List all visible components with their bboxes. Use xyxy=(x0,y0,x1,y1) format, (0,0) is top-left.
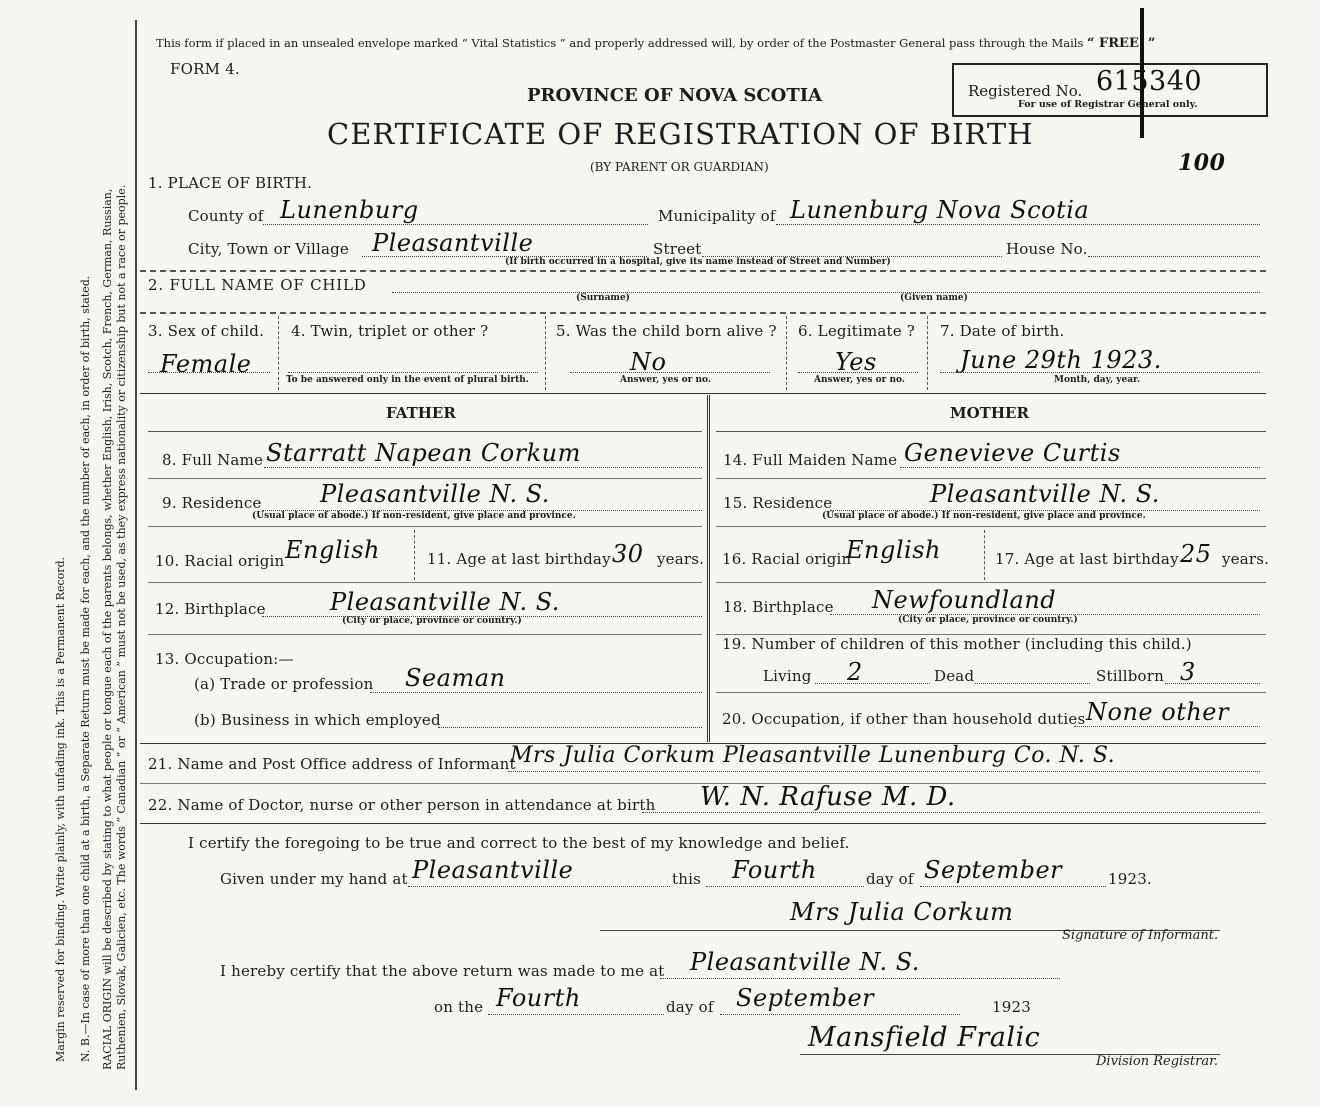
legit-value: Yes xyxy=(835,348,877,376)
margin-note-3: RACIAL ORIGIN will be described by stating to what people or tongue each of the parents belongs, whether English, Irish, Scotch, French, German, Russian, xyxy=(101,188,114,1070)
registrar-signature: Mansfield Fralic xyxy=(808,1022,1041,1053)
postal-note: This form if placed in an unsealed envelope marked “ Vital Statistics ” and properly addressed will, by order of the Postmaster General pass through the Mails “ FREE. ” xyxy=(156,36,1156,51)
father-birthplace-value: Pleasantville N. S. xyxy=(330,588,560,616)
house-label: House No. xyxy=(1006,240,1088,258)
given-year: 1923. xyxy=(1108,870,1152,888)
mother-living-value: 2 xyxy=(847,658,863,686)
alive-note: Answer, yes or no. xyxy=(620,375,711,385)
father-age-label: 11. Age at last birthday xyxy=(427,550,611,568)
father-residence-value: Pleasantville N. S. xyxy=(320,480,550,508)
margin-divider xyxy=(135,20,137,1090)
mother-stillborn-value: 3 xyxy=(1180,658,1196,686)
father-age-value: 30 xyxy=(612,540,644,568)
surname-note: (Surname) xyxy=(576,293,630,303)
registrar-year: 1923 xyxy=(992,998,1031,1016)
mother-occupation-label: 20. Occupation, if other than household duties xyxy=(722,710,1086,728)
this-label: this xyxy=(672,870,701,888)
informant-signature: Mrs Julia Corkum xyxy=(790,898,1014,926)
mother-residence-label: 15. Residence xyxy=(723,494,833,512)
child-name-label: 2. FULL NAME OF CHILD xyxy=(148,276,367,294)
mother-dead-label: Dead xyxy=(934,667,975,685)
mother-racial-label: 16. Racial origin xyxy=(722,550,852,568)
dob-label: 7. Date of birth. xyxy=(940,322,1065,340)
margin-note-1: Margin reserved for binding. Write plainly, with unfading ink. This is a Permanent Record. xyxy=(54,556,67,1062)
mother-living-label: Living xyxy=(763,667,812,685)
corner-mark: 100 xyxy=(1178,150,1226,176)
father-trade-label: (a) Trade or profession xyxy=(194,675,374,693)
mother-birthplace-label: 18. Birthplace xyxy=(723,598,834,616)
day-of-label: day of xyxy=(866,870,914,888)
father-residence-note: (Usual place of abode.) If non-resident, give place and province. xyxy=(252,511,576,521)
page-title: CERTIFICATE OF REGISTRATION OF BIRTH xyxy=(327,117,1034,151)
county-value: Lunenburg xyxy=(280,196,419,224)
informant-label: 21. Name and Post Office address of Informant xyxy=(148,755,516,773)
dob-value: June 29th 1923. xyxy=(960,346,1162,374)
doctor-value: W. N. Rafuse M. D. xyxy=(700,782,956,812)
certify-statement: I certify the foregoing to be true and correct to the best of my knowledge and belief. xyxy=(188,834,850,852)
father-racial-value: English xyxy=(285,536,380,564)
registrar-label: Division Registrar. xyxy=(1096,1054,1218,1069)
twin-note: To be answered only in the event of plural birth. xyxy=(286,375,529,385)
registrar-day-of: day of xyxy=(666,998,714,1016)
given-month: September xyxy=(924,856,1063,884)
ink-stroke xyxy=(1140,8,1144,138)
given-day: Fourth xyxy=(732,856,817,884)
municipality-value: Lunenburg Nova Scotia xyxy=(790,196,1090,224)
mother-age-label: 17. Age at last birthday xyxy=(995,550,1179,568)
father-birthplace-note: (City or place, province or country.) xyxy=(342,616,522,626)
father-age-unit: years. xyxy=(657,550,705,568)
alive-label: 5. Was the child born alive ? xyxy=(556,322,777,340)
mother-heading: MOTHER xyxy=(950,404,1029,422)
mother-residence-value: Pleasantville N. S. xyxy=(930,480,1160,508)
twin-label: 4. Twin, triplet or other ? xyxy=(291,322,489,340)
father-trade-value: Seaman xyxy=(405,664,506,692)
mother-stillborn-label: Stillborn xyxy=(1096,667,1164,685)
dob-note: Month, day, year. xyxy=(1054,375,1141,385)
alive-value: No xyxy=(630,348,667,376)
informant-value: Mrs Julia Corkum Pleasantville Lunenburg Co. N. S. xyxy=(510,743,1116,768)
registrar-place: Pleasantville N. S. xyxy=(690,948,920,976)
registrar-day: Fourth xyxy=(496,984,581,1012)
registrar-statement: I hereby certify that the above return was made to me at xyxy=(220,962,665,980)
mother-residence-note: (Usual place of abode.) If non-resident, give place and province. xyxy=(822,511,1146,521)
street-label: Street xyxy=(653,240,702,258)
hospital-note: (If birth occurred in a hospital, give its name instead of Street and Number) xyxy=(505,257,891,267)
mother-age-unit: years. xyxy=(1222,550,1270,568)
column-divider xyxy=(707,395,710,742)
mother-birthplace-note: (City or place, province or country.) xyxy=(898,615,1078,625)
given-name-note: (Given name) xyxy=(900,293,968,303)
father-name-value: Starratt Napean Corkum xyxy=(266,439,581,467)
registrar-month: September xyxy=(736,984,875,1012)
father-birthplace-label: 12. Birthplace xyxy=(155,600,266,618)
father-business-label: (b) Business in which employed xyxy=(194,711,441,729)
mother-age-value: 25 xyxy=(1180,540,1212,568)
sex-value: Female xyxy=(160,350,252,378)
place-of-birth-label: 1. PLACE OF BIRTH. xyxy=(148,174,313,192)
province-heading: PROVINCE OF NOVA SCOTIA xyxy=(527,85,823,106)
mother-name-label: 14. Full Maiden Name xyxy=(723,451,898,469)
given-place: Pleasantville xyxy=(412,856,574,884)
father-heading: FATHER xyxy=(386,404,456,422)
county-label: County of xyxy=(188,207,264,225)
father-name-label: 8. Full Name xyxy=(162,451,264,469)
mother-name-value: Genevieve Curtis xyxy=(904,439,1121,467)
doctor-label: 22. Name of Doctor, nurse or other person in attendance at birth xyxy=(148,796,656,814)
municipality-label: Municipality of xyxy=(658,207,776,225)
father-racial-label: 10. Racial origin xyxy=(155,552,285,570)
sex-label: 3. Sex of child. xyxy=(148,322,265,340)
legit-label: 6. Legitimate ? xyxy=(798,322,916,340)
given-label: Given under my hand at xyxy=(220,870,408,888)
registered-number: 615340 xyxy=(1096,66,1203,97)
signature-label: Signature of Informant. xyxy=(1062,928,1219,943)
margin-note-4: Ruthenien, Slovak, Galicien, etc. The words “ Canadian ” or “ American ” must not be used, as they express nationality or citizenship but not a race or people. xyxy=(115,184,128,1070)
city-label: City, Town or Village xyxy=(188,240,350,258)
mother-occupation-value: None other xyxy=(1086,698,1229,726)
city-value: Pleasantville xyxy=(372,229,534,257)
mother-children-label: 19. Number of children of this mother (including this child.) xyxy=(722,635,1192,653)
registered-label: Registered No. xyxy=(968,82,1083,100)
father-residence-label: 9. Residence xyxy=(162,494,262,512)
page-subtitle: (BY PARENT OR GUARDIAN) xyxy=(590,160,769,174)
registrar-note: For use of Registrar General only. xyxy=(1018,99,1198,110)
father-occupation-label: 13. Occupation:— xyxy=(155,650,294,668)
form-number: FORM 4. xyxy=(170,60,240,78)
legit-note: Answer, yes or no. xyxy=(814,375,905,385)
margin-note-2: N. B.—In case of more than one child at a birth, a Separate Return must be made for each, and the number of each, in order of birth, stated. xyxy=(79,275,92,1062)
on-the-label: on the xyxy=(434,998,484,1016)
mother-birthplace-value: Newfoundland xyxy=(872,586,1057,614)
mother-racial-value: English xyxy=(846,536,941,564)
